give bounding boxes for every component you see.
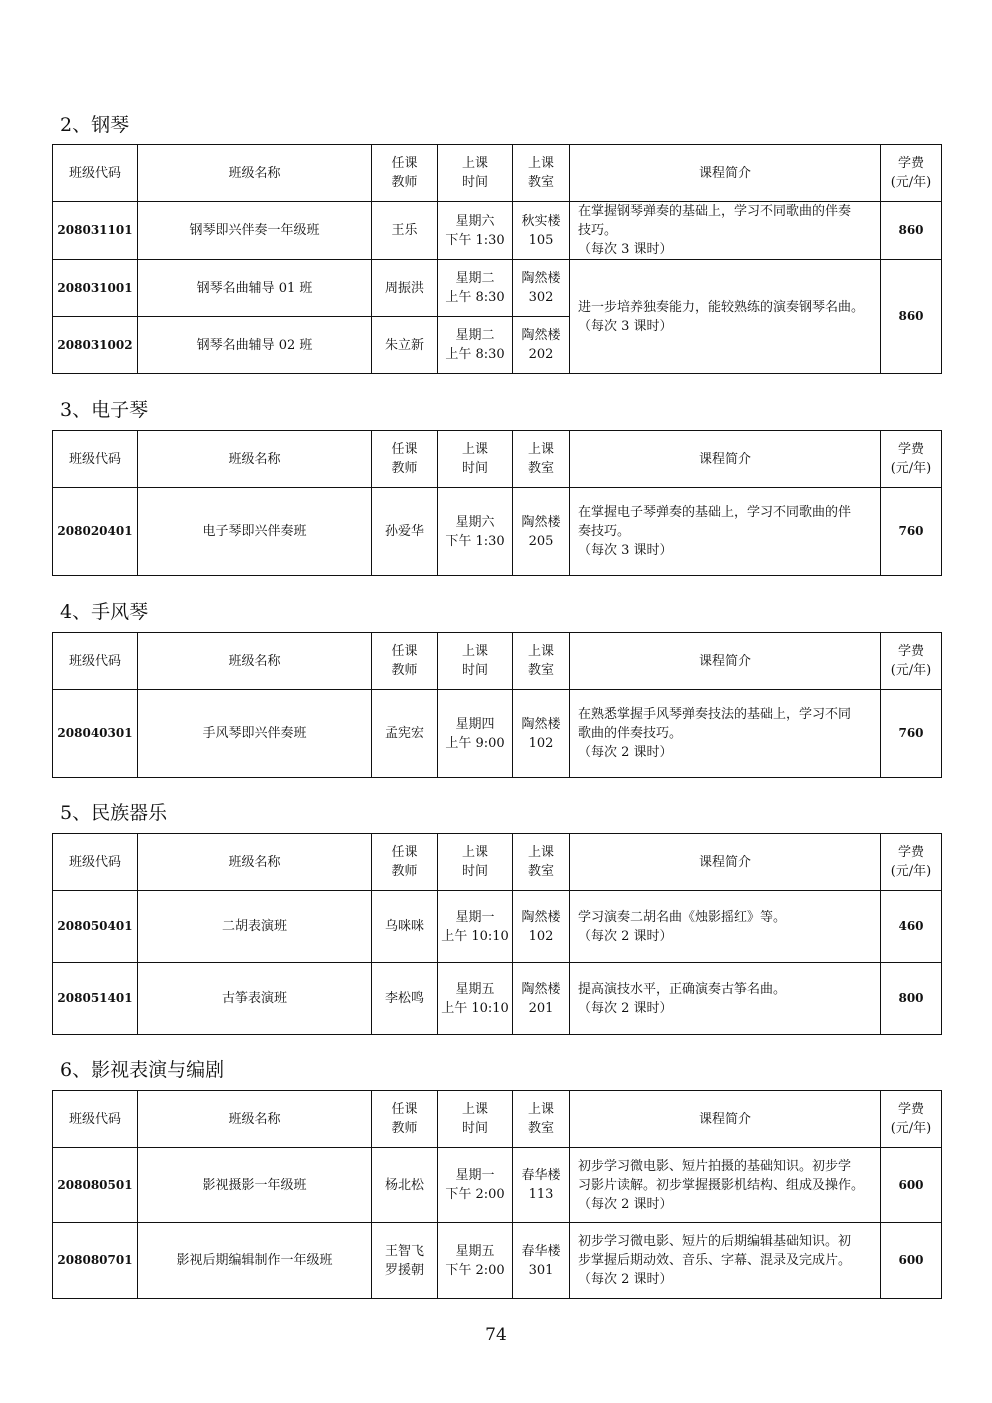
class-name: 钢琴即兴伴奏一年级班 <box>138 202 372 260</box>
header-room: 上课 教室 <box>513 431 570 488</box>
table-row <box>53 202 942 260</box>
class-teacher: 周振洪 <box>372 260 438 317</box>
class-room: 陶然楼 102 <box>513 891 570 963</box>
header-fee: 学费 (元/年) <box>881 633 942 690</box>
class-fee: 860 <box>881 202 942 260</box>
class-code: 208031101 <box>53 202 138 260</box>
class-code: 208020401 <box>53 488 138 576</box>
section-title-keyboard: 3、电子琴 <box>60 399 149 421</box>
class-name: 古筝表演班 <box>138 963 372 1035</box>
table-header-row <box>53 1091 942 1148</box>
class-teacher: 王乐 <box>372 202 438 260</box>
class-description: 初步学习微电影、短片的后期编辑基础知识。初 步掌握后期动效、音乐、字幕、混录及完成片。 （每次 2 课时） <box>570 1223 881 1299</box>
class-teacher: 李松鸣 <box>372 963 438 1035</box>
class-teacher: 孟宪宏 <box>372 690 438 778</box>
course-table-film-acting <box>52 1090 942 1299</box>
header-time: 上课 时间 <box>438 431 513 488</box>
class-room: 陶然楼 302 <box>513 260 570 317</box>
class-fee: 800 <box>881 963 942 1035</box>
class-time: 星期五 下午 2:00 <box>438 1223 513 1299</box>
class-teacher: 杨北松 <box>372 1148 438 1223</box>
table-row <box>53 260 942 317</box>
class-name: 钢琴名曲辅导 02 班 <box>138 317 372 374</box>
class-code: 208031002 <box>53 317 138 374</box>
header-desc: 课程简介 <box>570 834 881 891</box>
class-fee: 860 <box>881 260 942 374</box>
table-row <box>53 963 942 1035</box>
class-time: 星期一 上午 10:10 <box>438 891 513 963</box>
class-description: 提高演技水平，正确演奏古筝名曲。 （每次 2 课时） <box>570 963 881 1035</box>
class-fee: 600 <box>881 1223 942 1299</box>
course-table-keyboard <box>52 430 942 576</box>
class-teacher: 孙爱华 <box>372 488 438 576</box>
header-teacher: 任课 教师 <box>372 633 438 690</box>
header-code: 班级代码 <box>53 1091 138 1148</box>
class-description: 在掌握钢琴弹奏的基础上，学习不同歌曲的伴奏 技巧。 （每次 3 课时） <box>570 202 881 260</box>
table-header-row <box>53 431 942 488</box>
table-row <box>53 1148 942 1223</box>
table-header-row <box>53 834 942 891</box>
header-name: 班级名称 <box>138 633 372 690</box>
class-description: 学习演奏二胡名曲《烛影摇红》等。 （每次 2 课时） <box>570 891 881 963</box>
header-code: 班级代码 <box>53 431 138 488</box>
table-row <box>53 690 942 778</box>
header-code: 班级代码 <box>53 834 138 891</box>
header-fee: 学费 (元/年) <box>881 431 942 488</box>
header-teacher: 任课 教师 <box>372 431 438 488</box>
class-description: 在熟悉掌握手风琴弹奏技法的基础上，学习不同 歌曲的伴奏技巧。 （每次 2 课时） <box>570 690 881 778</box>
course-table-folk-instruments <box>52 833 942 1035</box>
class-time: 星期一 下午 2:00 <box>438 1148 513 1223</box>
header-name: 班级名称 <box>138 431 372 488</box>
section-title-piano: 2、钢琴 <box>60 114 130 136</box>
class-room: 春华楼 113 <box>513 1148 570 1223</box>
header-name: 班级名称 <box>138 145 372 202</box>
class-description: 进一步培养独奏能力，能较熟练的演奏钢琴名曲。 （每次 3 课时） <box>570 260 881 374</box>
class-room: 陶然楼 201 <box>513 963 570 1035</box>
class-time: 星期四 上午 9:00 <box>438 690 513 778</box>
class-name: 二胡表演班 <box>138 891 372 963</box>
header-fee: 学费 (元/年) <box>881 145 942 202</box>
table-row <box>53 488 942 576</box>
header-desc: 课程简介 <box>570 1091 881 1148</box>
class-room: 陶然楼 205 <box>513 488 570 576</box>
section-title-accordion: 4、手风琴 <box>60 601 149 623</box>
class-teacher: 朱立新 <box>372 317 438 374</box>
class-fee: 760 <box>881 488 942 576</box>
class-time: 星期二 上午 8:30 <box>438 317 513 374</box>
table-row <box>53 1223 942 1299</box>
header-time: 上课 时间 <box>438 145 513 202</box>
class-room: 秋实楼 105 <box>513 202 570 260</box>
header-time: 上课 时间 <box>438 834 513 891</box>
header-desc: 课程简介 <box>570 431 881 488</box>
header-time: 上课 时间 <box>438 633 513 690</box>
class-code: 208050401 <box>53 891 138 963</box>
header-desc: 课程简介 <box>570 633 881 690</box>
table-row <box>53 891 942 963</box>
class-fee: 600 <box>881 1148 942 1223</box>
header-room: 上课 教室 <box>513 834 570 891</box>
header-fee: 学费 (元/年) <box>881 1091 942 1148</box>
header-teacher: 任课 教师 <box>372 1091 438 1148</box>
header-time: 上课 时间 <box>438 1091 513 1148</box>
class-time: 星期六 下午 1:30 <box>438 488 513 576</box>
class-time: 星期二 上午 8:30 <box>438 260 513 317</box>
class-code: 208031001 <box>53 260 138 317</box>
class-room: 陶然楼 202 <box>513 317 570 374</box>
class-room: 春华楼 301 <box>513 1223 570 1299</box>
header-code: 班级代码 <box>53 145 138 202</box>
class-teacher: 乌咪咪 <box>372 891 438 963</box>
header-teacher: 任课 教师 <box>372 145 438 202</box>
header-name: 班级名称 <box>138 1091 372 1148</box>
class-name: 影视摄影一年级班 <box>138 1148 372 1223</box>
class-description: 在掌握电子琴弹奏的基础上，学习不同歌曲的伴 奏技巧。 （每次 3 课时） <box>570 488 881 576</box>
class-description: 初步学习微电影、短片拍摄的基础知识。初步学 习影片读解。初步掌握摄影机结构、组成及操作。 （每次 2 课时） <box>570 1148 881 1223</box>
class-code: 208040301 <box>53 690 138 778</box>
class-name: 影视后期编辑制作一年级班 <box>138 1223 372 1299</box>
class-name: 钢琴名曲辅导 01 班 <box>138 260 372 317</box>
class-name: 电子琴即兴伴奏班 <box>138 488 372 576</box>
class-fee: 460 <box>881 891 942 963</box>
class-time: 星期五 上午 10:10 <box>438 963 513 1035</box>
table-header-row <box>53 633 942 690</box>
class-teacher: 王智飞 罗援朝 <box>372 1223 438 1299</box>
class-room: 陶然楼 102 <box>513 690 570 778</box>
header-room: 上课 教室 <box>513 145 570 202</box>
header-room: 上课 教室 <box>513 633 570 690</box>
header-room: 上课 教室 <box>513 1091 570 1148</box>
header-desc: 课程简介 <box>570 145 881 202</box>
page-number: 74 <box>485 1325 507 1345</box>
class-code: 208080501 <box>53 1148 138 1223</box>
header-teacher: 任课 教师 <box>372 834 438 891</box>
class-fee: 760 <box>881 690 942 778</box>
table-header-row <box>53 145 942 202</box>
course-table-accordion <box>52 632 942 778</box>
class-time: 星期六 下午 1:30 <box>438 202 513 260</box>
class-code: 208080701 <box>53 1223 138 1299</box>
header-fee: 学费 (元/年) <box>881 834 942 891</box>
section-title-film-acting: 6、影视表演与编剧 <box>60 1059 225 1081</box>
class-code: 208051401 <box>53 963 138 1035</box>
header-code: 班级代码 <box>53 633 138 690</box>
section-title-folk-instruments: 5、民族器乐 <box>60 802 168 824</box>
course-table-piano <box>52 144 942 374</box>
class-name: 手风琴即兴伴奏班 <box>138 690 372 778</box>
header-name: 班级名称 <box>138 834 372 891</box>
